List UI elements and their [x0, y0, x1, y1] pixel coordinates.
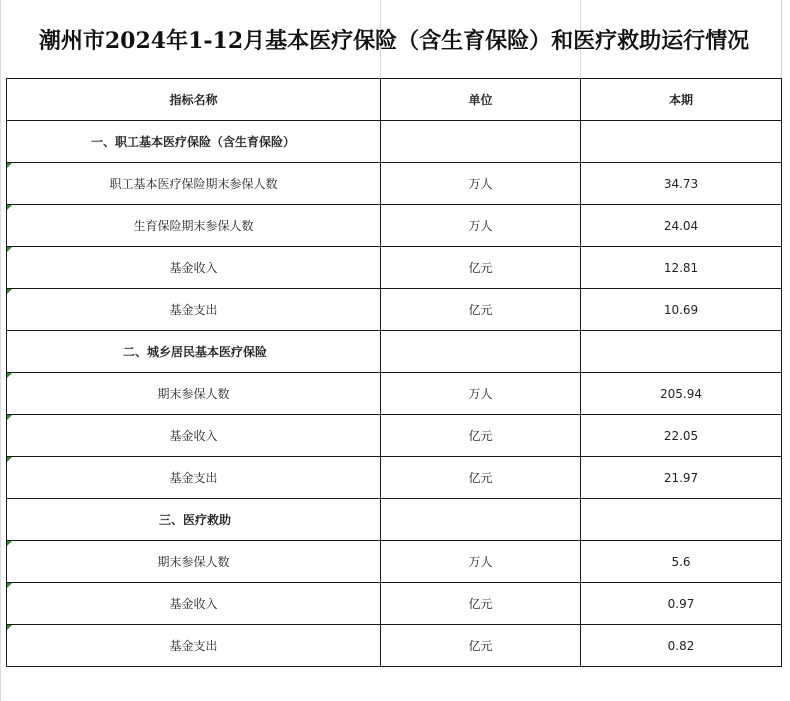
row-name-cell[interactable]: [7, 373, 381, 415]
section-row: [7, 331, 782, 373]
table-row: [7, 457, 782, 499]
row-unit[interactable]: 万人: [381, 373, 581, 415]
row-value[interactable]: 205.94: [581, 373, 782, 415]
row-value[interactable]: 5.6: [581, 541, 782, 583]
row-name: 职工基本医疗保险期末参保人数: [109, 177, 278, 191]
row-name-cell[interactable]: [7, 457, 381, 499]
row-value[interactable]: 21.97: [581, 457, 782, 499]
table-row: [7, 541, 782, 583]
cell-marker-icon: [7, 247, 12, 252]
row-name: 基金收入: [169, 429, 218, 443]
row-unit[interactable]: 亿元: [381, 457, 581, 499]
row-unit[interactable]: 亿元: [381, 625, 581, 667]
row-name: 基金收入: [169, 597, 218, 611]
row-value[interactable]: 0.82: [581, 625, 782, 667]
row-value[interactable]: 12.81: [581, 247, 782, 289]
row-name: 生育保险期末参保人数: [133, 219, 254, 233]
row-value[interactable]: 24.04: [581, 205, 782, 247]
table-header-row: [7, 79, 782, 121]
table-row: [7, 583, 782, 625]
cell-marker-icon: [7, 163, 12, 168]
cell-marker-icon: [7, 625, 12, 630]
row-unit[interactable]: 万人: [381, 205, 581, 247]
cell-marker-icon: [7, 541, 12, 546]
row-value[interactable]: 34.73: [581, 163, 782, 205]
cell-marker-icon: [7, 373, 12, 378]
cell-marker-icon: [7, 583, 12, 588]
cell-marker-icon: [7, 289, 12, 294]
section-label[interactable]: 二、城乡居民基本医疗保险: [7, 331, 381, 373]
header-value[interactable]: 本期: [581, 79, 782, 121]
table-cell[interactable]: [381, 121, 581, 163]
row-name: 期末参保人数: [157, 387, 230, 401]
row-unit[interactable]: 亿元: [381, 247, 581, 289]
table-cell[interactable]: [581, 499, 782, 541]
table-row: [7, 289, 782, 331]
row-name: 基金收入: [169, 261, 218, 275]
cell-marker-icon: [7, 415, 12, 420]
section-label[interactable]: 一、职工基本医疗保险（含生育保险）: [7, 121, 381, 163]
row-unit[interactable]: 万人: [381, 163, 581, 205]
table-cell[interactable]: [581, 331, 782, 373]
section-row: [7, 121, 782, 163]
row-name-cell[interactable]: [7, 289, 381, 331]
cell-marker-icon: [7, 457, 12, 462]
table-row: [7, 625, 782, 667]
page-title: 潮州市2024年1-12月基本医疗保险（含生育保险）和医疗救助运行情况: [38, 27, 750, 54]
table-cell[interactable]: [381, 331, 581, 373]
table-row: [7, 247, 782, 289]
row-value[interactable]: 10.69: [581, 289, 782, 331]
section-row: [7, 499, 782, 541]
header-name[interactable]: 指标名称: [7, 79, 381, 121]
table-row: [7, 205, 782, 247]
table-cell[interactable]: [381, 499, 581, 541]
row-value[interactable]: 22.05: [581, 415, 782, 457]
row-name-cell[interactable]: [7, 163, 381, 205]
section-label[interactable]: 三、医疗救助: [7, 499, 381, 541]
table-row: [7, 415, 782, 457]
table-row: [7, 163, 782, 205]
data-table: [6, 78, 782, 667]
row-name-cell[interactable]: [7, 583, 381, 625]
row-value[interactable]: 0.97: [581, 583, 782, 625]
table-cell[interactable]: [581, 121, 782, 163]
row-name-cell[interactable]: [7, 205, 381, 247]
row-name-cell[interactable]: [7, 625, 381, 667]
table-row: [7, 373, 782, 415]
row-name-cell[interactable]: [7, 541, 381, 583]
row-name: 期末参保人数: [157, 555, 230, 569]
row-unit[interactable]: 亿元: [381, 583, 581, 625]
header-unit[interactable]: 单位: [381, 79, 581, 121]
row-unit[interactable]: 亿元: [381, 415, 581, 457]
row-name: 基金支出: [169, 303, 218, 317]
row-name: 基金支出: [169, 639, 218, 653]
cell-marker-icon: [7, 205, 12, 210]
row-name-cell[interactable]: [7, 247, 381, 289]
row-unit[interactable]: 亿元: [381, 289, 581, 331]
row-name: 基金支出: [169, 471, 218, 485]
row-unit[interactable]: 万人: [381, 541, 581, 583]
row-name-cell[interactable]: [7, 415, 381, 457]
